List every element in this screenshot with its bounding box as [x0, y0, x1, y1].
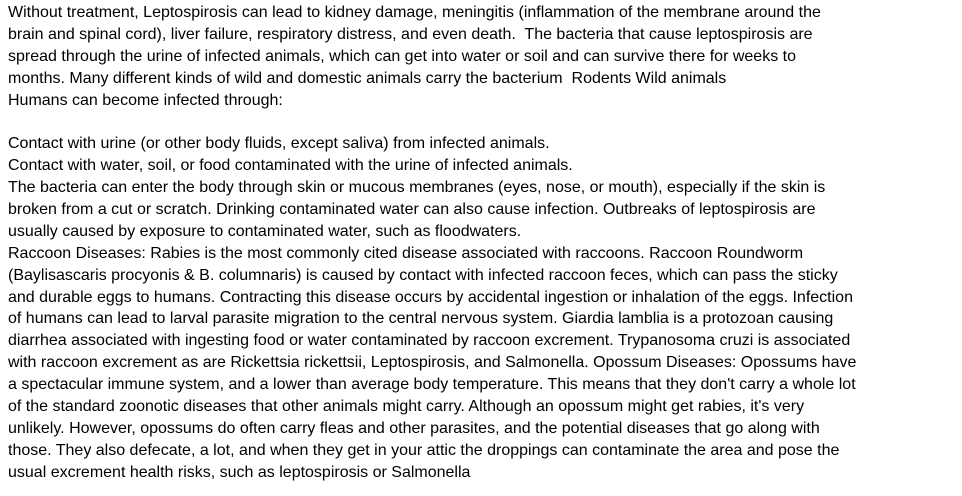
text-line: usual excrement health risks, such as leptospirosis or Salmonella	[8, 463, 471, 481]
text-line: Contact with water, soil, or food contaminated with the urine of infected animals.	[8, 157, 573, 175]
text-line: diarrhea associated with ingesting food or water contaminated by raccoon excrement. Trypanosoma cruzi is associated	[8, 332, 851, 350]
text-line: brain and spinal cord), liver failure, respiratory distress, and even death. The bacteria that cause leptospirosis are	[8, 25, 813, 43]
text-line: (Baylisascaris procyonis & B. columnaris) is caused by contact with infected raccoon feces, which can pass the sticky	[8, 266, 838, 284]
text-line: Contact with urine (or other body fluids, except saliva) from infected animals.	[8, 135, 550, 153]
text-line: of humans can lead to larval parasite migration to the central nervous system. Giardia lamblia is a protozoan causing	[8, 310, 834, 328]
text-line: spread through the urine of infected animals, which can get into water or soil and can survive there for weeks to	[8, 47, 796, 65]
text-line: with raccoon excrement as are Rickettsia rickettsii, Leptospirosis, and Salmonella. Opossum Diseases: Opossums have	[8, 354, 857, 372]
text-line: broken from a cut or scratch. Drinking contaminated water can also cause infection. Outbreaks of leptospirosis are	[8, 201, 816, 219]
text-line: Raccoon Diseases: Rabies is the most commonly cited disease associated with raccoons. Raccoon Roundworm	[8, 244, 804, 262]
text-line: of the standard zoonotic diseases that other animals might carry. Although an opossum might get rabies, it's very	[8, 398, 805, 416]
blank-line	[8, 111, 962, 133]
text-line: The bacteria can enter the body through skin or mucous membranes (eyes, nose, or mouth), especially if the skin is	[8, 179, 826, 197]
text-line: Without treatment, Leptospirosis can lead to kidney damage, meningitis (inflammation of the membrane around the	[8, 4, 821, 21]
text-line: and durable eggs to humans. Contracting this disease occurs by accidental ingestion or inhalation of the eggs. Infection	[8, 288, 853, 306]
text-line: those. They also defecate, a lot, and when they get in your attic the droppings can contaminate the area and pose the	[8, 441, 840, 459]
text-line: Humans can become infected through:	[8, 91, 283, 109]
text-line: months. Many different kinds of wild and domestic animals carry the bacterium Rodents Wild animals	[8, 69, 727, 87]
text-line: a spectacular immune system, and a lower than average body temperature. This means that they don't carry a whole lot	[8, 376, 856, 394]
text-line: unlikely. However, opossums do often carry fleas and other parasites, and the potential diseases that go along with	[8, 419, 820, 437]
text-line: usually caused by exposure to contaminated water, such as floodwaters.	[8, 222, 522, 240]
